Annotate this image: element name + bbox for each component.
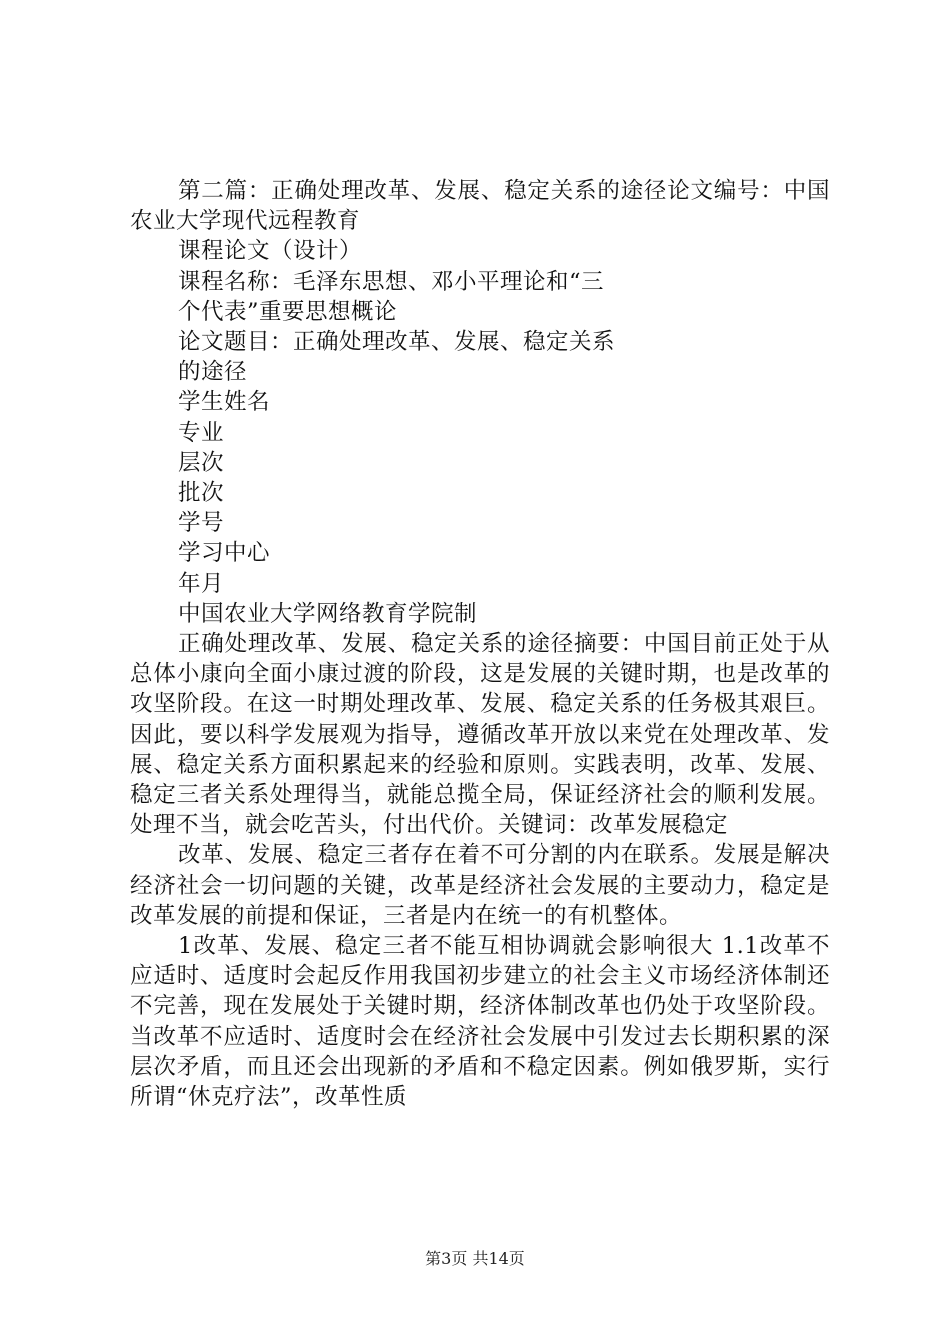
body-paragraph: 1改革、发展、稳定三者不能互相协调就会影响很大 1.1改革不应适时、适度时会起反作用我国初步建立的社会主义市场经济体制还不完善，现在发展处于关键时期，经济体制改革也仍处于攻坚阶段。当改革不应适时、适度时会在经济社会发展中引发过去长期积累的深层次矛盾，而且还会出现新的矛盾和不稳定因素。例如俄罗斯，实行所谓“休克疗法”，改革性质 (130, 933, 830, 1111)
page-number-footer: 第3页 共14页 (425, 1249, 525, 1268)
cover-line: 课程名称：毛泽东思想、邓小平理论和“三 (178, 268, 605, 295)
cover-line: 个代表”重要思想概论 (178, 298, 398, 325)
cover-line: 的途径 (178, 359, 248, 386)
body-paragraph: 改革、发展、稳定三者存在着不可分割的内在联系。发展是解决经济社会一切问题的关键，改革是经济社会发展的主要动力，稳定是改革发展的前提和保证，三者是内在统一的有机整体。 (130, 842, 830, 929)
cover-line: 课程论文（设计） (178, 238, 363, 265)
cover-line: 年月 (178, 570, 225, 597)
cover-line: 论文题目：正确处理改革、发展、稳定关系 (178, 329, 616, 356)
document-body (130, 176, 830, 1112)
abstract-paragraph: 正确处理改革、发展、稳定关系的途径摘要：中国目前正处于从总体小康向全面小康过渡的阶段，这是发展的关键时期，也是改革的攻坚阶段。在这一时期处理改革、发展、稳定关系的任务极其艰巨。因此，要以科学发展观为指导，遵循改革开放以来党在处理改革、发展、稳定关系方面积累起来的经验和原则。实践表明，改革、发展、稳定三者关系处理得当，就能总揽全局，保证经济社会的顺利发展。处理不当，就会吃苦头，付出代价。关键词：改革发展稳定 (130, 631, 830, 839)
cover-line: 专业 (178, 419, 225, 446)
cover-line: 学习中心 (178, 540, 271, 567)
document-heading: 第二篇：正确处理改革、发展、稳定关系的途径论文编号：中国农业大学现代远程教育 (130, 178, 830, 235)
cover-info (130, 236, 830, 629)
cover-line: 学号 (178, 510, 225, 537)
cover-line: 批次 (178, 480, 225, 507)
cover-line: 学生姓名 (178, 389, 271, 416)
cover-line: 层次 (178, 449, 225, 476)
cover-line: 中国农业大学网络教育学院制 (178, 600, 478, 627)
